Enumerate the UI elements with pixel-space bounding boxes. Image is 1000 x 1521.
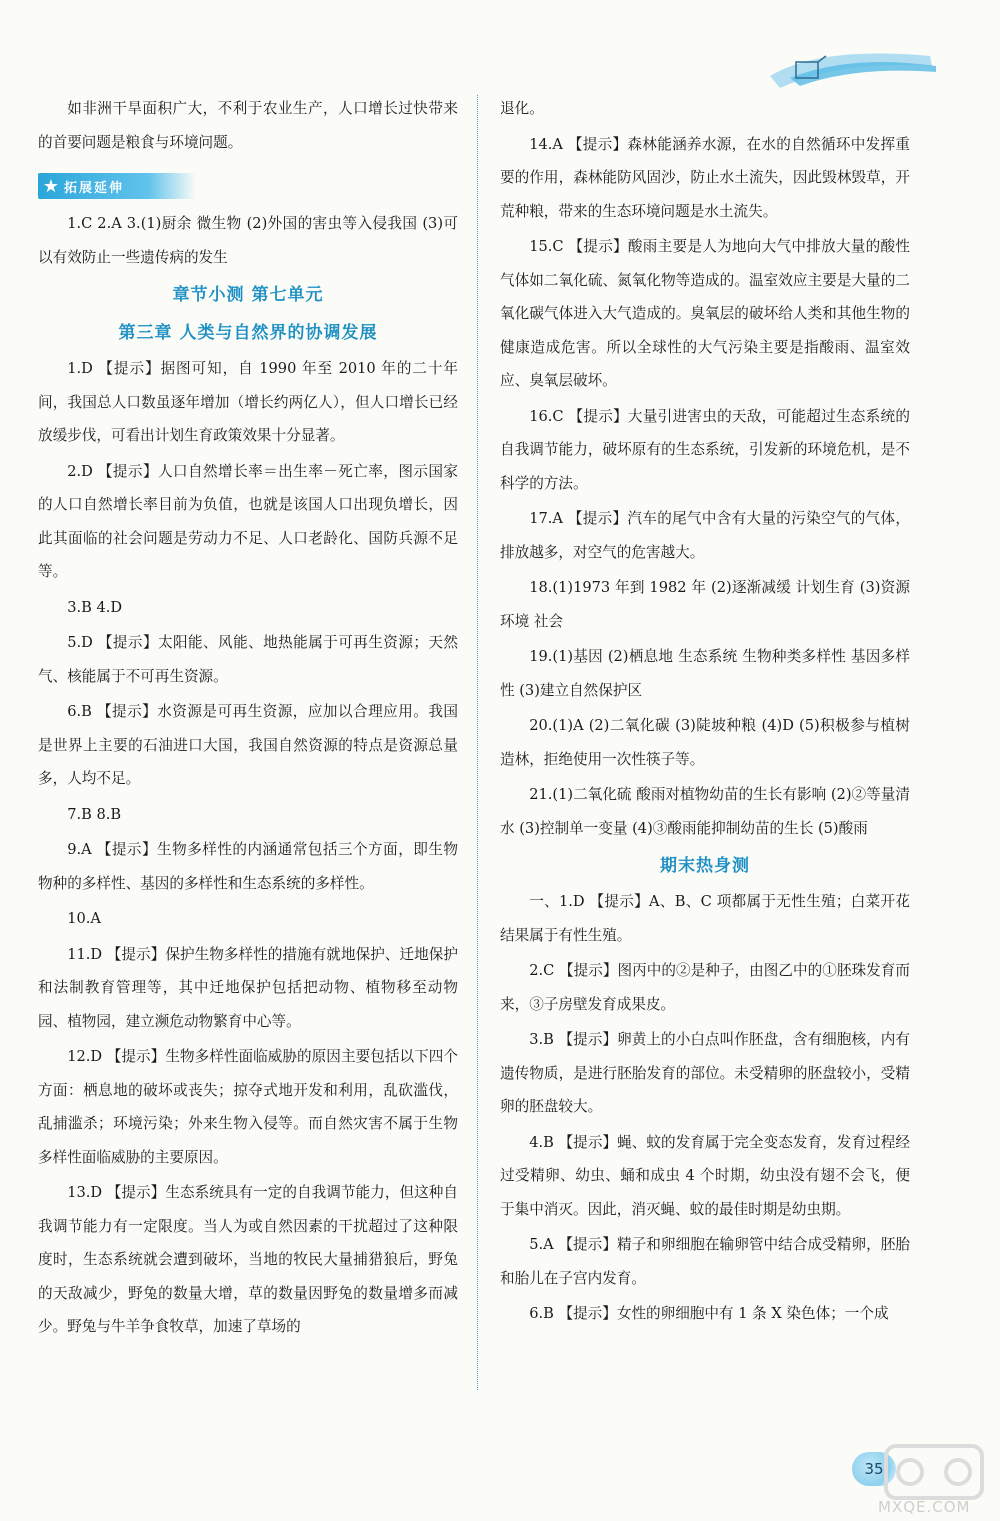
section-title: 章节小测 第七单元 — [172, 285, 324, 305]
left-column — [38, 92, 458, 1346]
answer-item: 6.B 【提示】女性的卵细胞中有 1 条 X 染色体；一个成 — [529, 1305, 889, 1322]
answer-item: 2.D 【提示】人口自然增长率＝出生率－死亡率，图示国家的人口自然增长率目前为负值，也就是该国人口出现负增长，因此其面临的社会问题是劳动力不足、人口老龄化、国防兵源不足等。 — [38, 462, 458, 580]
right-column — [500, 92, 910, 1333]
continued-text: 退化。 — [500, 100, 544, 117]
answer-item: 13.D 【提示】生态系统具有一定的自我调节能力，但这种自我调节能力有一定限度。当人为或自然因素的干扰超过了这种限度时，生态系统就会遭到破坏，当地的牧民大量捕猎狼后，野兔的天敌减少，野兔的数量大增，草的数量因野兔的数量增多而减少。野兔与牛羊争食牧草，加速了草场的 — [38, 1184, 458, 1335]
answer-item: 16.C 【提示】大量引进害虫的天敌，可能超过生态系统的自我调节能力，破坏原有的生态系统，引发新的环境危机，是不科学的方法。 — [500, 407, 910, 492]
answer-item: 17.A 【提示】汽车的尾气中含有大量的污染空气的气体，排放越多，对空气的危害越大。 — [500, 510, 910, 561]
answer-item: 11.D 【提示】保护生物多样性的措施有就地保护、迁地保护和法制教育管理等，其中迁地保护包括把动物、植物移至动物园、植物园，建立濒危动物繁育中心等。 — [38, 945, 458, 1030]
answer-item: 5.A 【提示】精子和卵细胞在输卵管中结合成受精卵，胚胎和胎儿在子宫内发育。 — [500, 1236, 910, 1287]
answer-item: 10.A — [67, 910, 101, 927]
answer-item: 6.B 【提示】水资源是可再生资源，应加以合理应用。我国是世界上主要的石油进口大国，我国自然资源的特点是资源总量多，人均不足。 — [38, 703, 458, 787]
watermark-text: MXQE.COM — [878, 1498, 971, 1516]
answer-item: 5.D 【提示】太阳能、风能、地热能属于可再生资源；天然气、核能属于不可再生资源。 — [38, 634, 458, 685]
chapter-title: 第三章 人类与自然界的协调发展 — [118, 323, 378, 343]
extension-banner — [38, 173, 196, 199]
header-ribbon-decoration — [760, 36, 940, 96]
answer-item: 19.(1)基因 (2)栖息地 生态系统 生物种类多样性 基因多样性 (3)建立自然保护区 — [500, 648, 910, 699]
answer-item: 1.D 【提示】据图可知，自 1990 年至 2010 年的二十年间，我国总人口数虽逐年增加（增长约两亿人），但人口增长已经放缓步伐，可看出计划生育政策效果十分显著。 — [38, 360, 458, 444]
answer-item: 3.B 4.D — [67, 598, 123, 616]
extension-answers: 1.C 2.A 3.(1)厨余 微生物 (2)外国的害虫等入侵我国 (3)可以有效防止一些遗传病的发生 — [38, 215, 458, 266]
banner-label: 拓展延伸 — [64, 180, 125, 196]
answer-item: 12.D 【提示】生物多样性面临威胁的原因主要包括以下四个方面：栖息地的破坏或丧失；掠夺式地开发和利用，乱砍滥伐，乱捕滥杀；环境污染；外来生物入侵等。而自然灾害不属于生物多样性面临威胁的主要原因。 — [38, 1048, 458, 1166]
answer-item: 4.B 【提示】蝇、蚊的发育属于完全变态发育，发育过程经过受精卵、幼虫、蛹和成虫 4 个时期，幼虫没有翅不会飞，便于集中消灭。因此，消灭蝇、蚊的最佳时期是幼虫期。 — [500, 1133, 910, 1218]
answer-item: 15.C 【提示】酸雨主要是人为地向大气中排放大量的酸性气体如二氧化硫、氮氧化物等造成的。温室效应主要是大量的二氧化碳气体进入大气造成的。臭氧层的破坏给人类和其他生物的健康造成危害。所以全球性的大气污染主要是指酸雨、温室效应、臭氧层破坏。 — [500, 238, 910, 389]
answer-item: 一、1.D 【提示】A、B、C 项都属于无性生殖；白菜开花结果属于有性生殖。 — [500, 893, 910, 944]
answer-item: 14.A 【提示】森林能涵养水源，在水的自然循环中发挥重要的作用，森林能防风固沙，防止水土流失，因此毁林毁草，开荒种粮，带来的生态环境问题是水土流失。 — [500, 135, 910, 220]
answer-item: 7.B 8.B — [67, 805, 122, 823]
page-number: 35 — [852, 1452, 896, 1486]
section-title-final: 期末热身测 — [660, 856, 750, 876]
intro-paragraph: 如非洲干旱面积广大，不利于农业生产，人口增长过快带来的首要问题是粮食与环境问题。 — [38, 100, 458, 151]
answer-item: 9.A 【提示】生物多样性的内涵通常包括三个方面，即生物物种的多样性、基因的多样性和生态系统的多样性。 — [38, 841, 458, 892]
answer-item: 2.C 【提示】图丙中的②是种子，由图乙中的①胚珠发育而来，③子房壁发育成果皮。 — [500, 962, 910, 1013]
column-divider — [477, 95, 478, 1390]
answer-item: 3.B 【提示】卵黄上的小白点叫作胚盘，含有细胞核，内有遗传物质，是进行胚胎发育的部位。未受精卵的胚盘较小，受精卵的胚盘较大。 — [500, 1031, 910, 1115]
answer-item: 20.(1)A (2)二氧化碳 (3)陡坡种粮 (4)D (5)积极参与植树造林，拒绝使用一次性筷子等。 — [500, 717, 910, 768]
answer-item: 18.(1)1973 年到 1982 年 (2)逐渐减缓 计划生育 (3)资源 环境 社会 — [500, 579, 910, 630]
star-icon: ★ — [42, 175, 60, 197]
answer-item: 21.(1)二氧化硫 酸雨对植物幼苗的生长有影响 (2)②等量清水 (3)控制单一变量 (4)③酸雨能抑制幼苗的生长 (5)酸雨 — [500, 786, 910, 837]
